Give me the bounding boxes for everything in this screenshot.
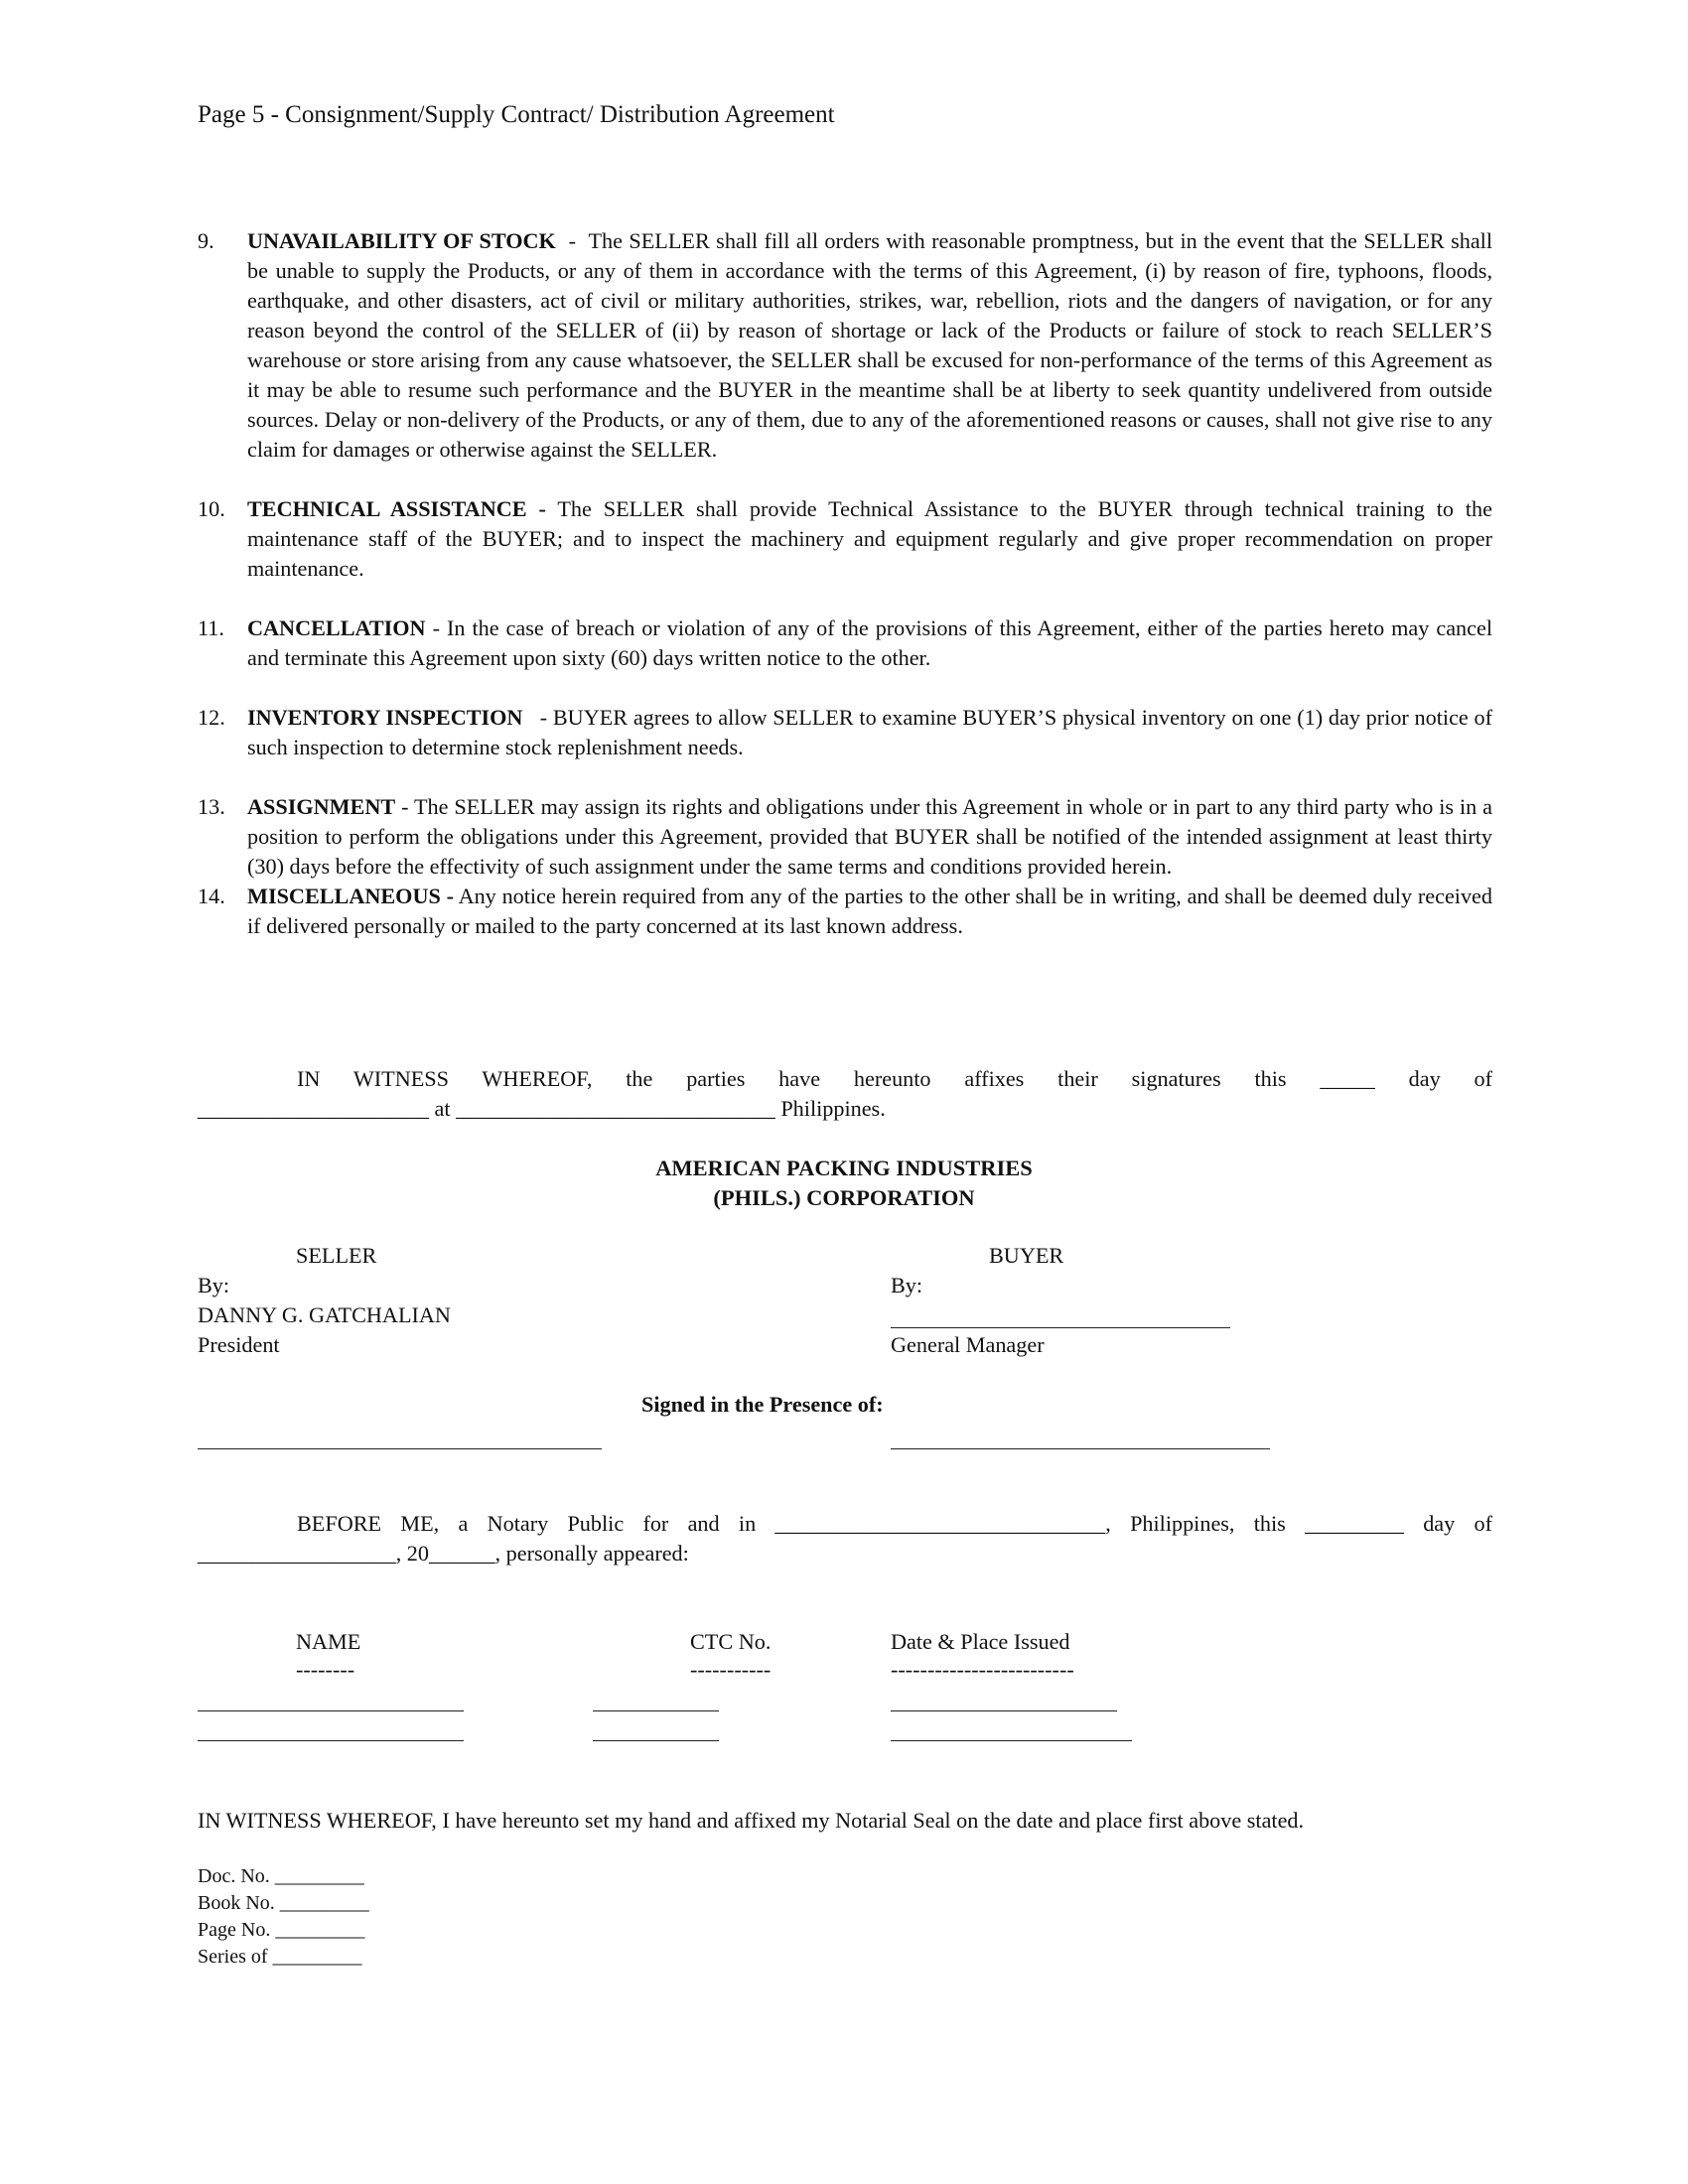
notary-paragraph: BEFORE ME, a Notary Public for and in ______________________________, Philippines, this _________ day of __________________, 20______, personally appeared: [198,1511,1492,1566]
witness-signature-line-right [891,1448,1270,1449]
clause-list [198,226,1492,941]
table-header-dash: -------- [296,1657,355,1682]
clause-number: 9. [198,228,214,253]
table-blank-line [198,1710,464,1711]
doc-no-field: Doc. No. _________ [198,1865,364,1887]
clause-body: The SELLER shall fill all orders with reasonable promptness, but in the event that the SELLER shall be unable to supply the Products, or any of them in accordance with the terms of this Agreement, (i) by reason of fire, typhoons, floods, earthquake, and other disasters, act of civil or military authorities, strikes, war, rebellion, riots and the dangers of navigation, or for any reason beyond the control of the SELLER of (ii) by reason of shortage or lack of the Products or failure of stock to reach SELLER’S warehouse or store arising from any cause whatsoever, the SELLER shall be excused for non-performance of the terms of this Agreement as it may be able to resume such performance and the BUYER in the meantime shall be at liberty to seek quantity undelivered from outside sources. Delay or non-delivery of the Products, or any of them, due to any of the aforementioned reasons or causes, shall not give rise to any claim for damages or otherwise against the SELLER. [247,228,1493,462]
closing-statement: IN WITNESS WHEREOF, I have hereunto set my hand and affixed my Notarial Seal on the date and place first above stated. [198,1808,1305,1833]
clause-title: UNAVAILABILITY OF STOCK [247,228,556,253]
clause-title: INVENTORY INSPECTION [247,705,523,730]
clause-body: Any notice herein required from any of the parties to the other shall be in writing, and shall be deemed duly received if delivered personally or mailed to the party concerned at its last known address. [247,884,1492,938]
seller-title: President [198,1332,280,1357]
clause-9: 9. UNAVAILABILITY OF STOCK - The SELLER shall fill all orders with reasonable promptness, but in the event that the SELLER shall be unable to supply the Products, or any of them in accordance with the terms of this Agreement, (i) by reason of fire, typhoons, floods, earthquake, and other disasters, act of civil or military authorities, strikes, war, rebellion, riots and the dangers of navigation, or for any reason beyond the control of the SELLER of (ii) by reason of shortage or lack of the Products or failure of stock to reach SELLER’S warehouse or store arising from any cause whatsoever, the SELLER shall be excused for non-performance of the terms of this Agreement as it may be able to resume such performance and the BUYER in the meantime shall be at liberty to seek quantity undelivered from outside sources. Delay or non-delivery of the Products, or any of them, due to any of the aforementioned reasons or causes, shall not give rise to any claim for damages or otherwise against the SELLER. [198,228,1493,462]
presence-label: Signed in the Presence of: [641,1392,884,1417]
table-header-date-place: Date & Place Issued [891,1629,1070,1654]
table-blank-line [891,1710,1117,1711]
clause-title: TECHNICAL ASSISTANCE - [247,496,546,521]
series-field: Series of _________ [198,1946,362,1968]
table-header-dash: ----------- [690,1657,772,1682]
clause-number: 10. [198,496,225,521]
table-header-dash: ------------------------- [891,1657,1074,1682]
clause-12: 12. INVENTORY INSPECTION - BUYER agrees to allow SELLER to examine BUYER’S physical inventory on one (1) day prior notice of such inspection to determine stock replenishment needs. [198,705,1493,759]
clause-title: MISCELLANEOUS - [247,884,454,908]
witness-paragraph: IN WITNESS WHEREOF, the parties have hereunto affixes their signatures this _____ day of _____________________ at _____________________________ Philippines. [198,1066,1492,1121]
buyer-by: By: [891,1273,923,1297]
clause-body: The SELLER may assign its rights and obligations under this Agreement in whole or in part to any third party who is in a position to perform the obligations under this Agreement, provided that BUYER shall be notified of the intended assignment at least thirty (30) days before the effectivity of such assignment under the same terms and conditions provided herein. [247,794,1492,879]
clause-number: 11. [198,615,224,640]
table-blank-line [593,1710,719,1711]
clause-body: In the case of breach or violation of any of the provisions of this Agreement, either of the parties hereto may cancel and terminate this Agreement upon sixty (60) days written notice to the other. [247,615,1492,670]
table-blank-line [891,1740,1132,1741]
seller-by: By: [198,1273,230,1297]
book-no-field: Book No. _________ [198,1892,369,1914]
page-no-field: Page No. _________ [198,1919,365,1941]
clause-13: 13. ASSIGNMENT - The SELLER may assign its rights and obligations under this Agreement in whole or in part to any third party who is in a position to perform the obligations under this Agreement, provided that BUYER shall be notified of the intended assignment at least thirty (30) days before the effectivity of such assignment under the same terms and conditions provided herein. [198,794,1492,879]
buyer-signature-line [891,1327,1230,1328]
table-header-ctc: CTC No. [690,1629,772,1654]
clause-title: ASSIGNMENT [247,794,396,819]
table-blank-line [593,1740,719,1741]
table-blank-line [198,1740,464,1741]
clause-number: 12. [198,705,225,730]
table-header-name: NAME [296,1629,361,1654]
clause-number: 14. [198,884,225,908]
buyer-title: General Manager [891,1332,1045,1357]
clause-14 [198,882,1492,941]
clause-body: BUYER agrees to allow SELLER to examine BUYER’S physical inventory on one (1) day prior notice of such inspection to determine stock replenishment needs. [247,705,1493,759]
clause-title: CANCELLATION [247,615,426,640]
clause-body: The SELLER shall provide Technical Assistance to the BUYER through technical training to the maintenance staff of the BUYER; and to inspect the machinery and equipment regularly and give proper recommendation on proper maintenance. [247,496,1492,581]
company-name: AMERICAN PACKING INDUSTRIES (PHILS.) CORPORATION [655,1156,1033,1210]
clause-11: 11. CANCELLATION - In the case of breach or violation of any of the provisions of this Agreement, either of the parties hereto may cancel and terminate this Agreement upon sixty (60) days written notice to the other. [198,615,1492,670]
clause-number: 13. [198,794,225,819]
seller-label: SELLER [296,1243,377,1268]
page-header: Page 5 - Consignment/Supply Contract/ Distribution Agreement [198,101,835,128]
seller-name: DANNY G. GATCHALIAN [198,1302,451,1327]
witness-signature-line-left [198,1448,602,1449]
clause-10 [198,494,1492,584]
buyer-label: BUYER [989,1243,1064,1268]
